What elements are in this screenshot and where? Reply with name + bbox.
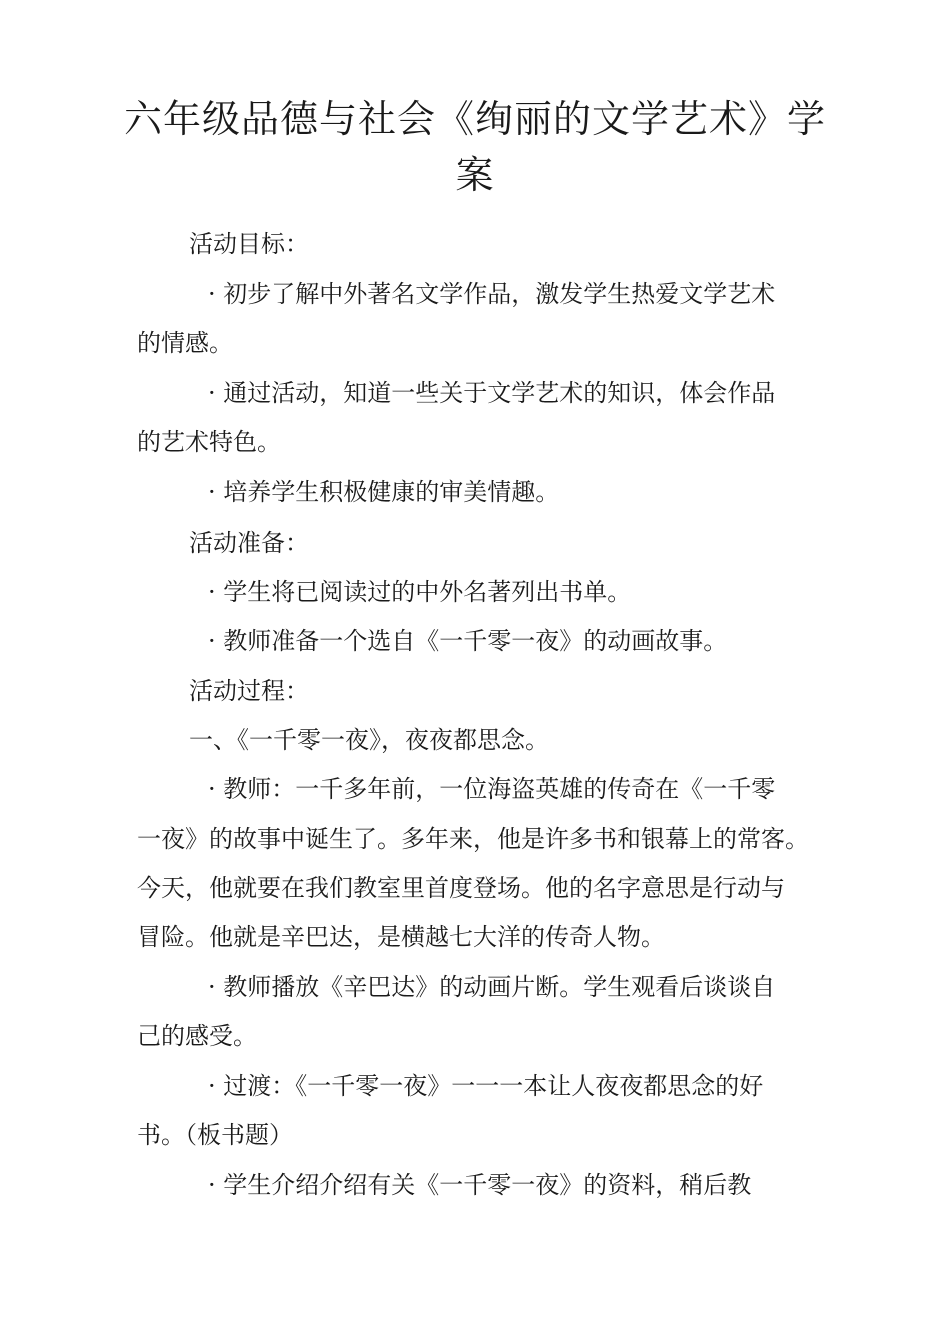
document-title-line-2: 案	[455, 153, 495, 197]
process-item-teacher-intro-cont-3: 冒险。他就是辛巴达，是横越七大洋的传奇人物。	[137, 923, 665, 951]
process-item-transition-cont: 书。（板书题）	[137, 1121, 293, 1149]
prep-item-1: · 学生将已阅读过的中外名著列出书单。	[208, 576, 631, 608]
section-heading-preparation: 活动准备：	[189, 529, 309, 557]
process-item-play-animation-cont: 己的感受。	[137, 1022, 257, 1050]
goal-item-2: · 通过活动，知道一些关于文学艺术的知识，体会作品	[208, 377, 775, 409]
goal-item-3: · 培养学生积极健康的审美情趣。	[208, 476, 559, 508]
goal-item-2-cont: 的艺术特色。	[137, 428, 281, 456]
process-item-teacher-intro-cont-1: 一夜》的故事中诞生了。多年来，他是许多书和银幕上的常客。	[137, 825, 809, 853]
section-heading-process: 活动过程：	[189, 677, 309, 705]
process-item-teacher-intro-cont-2: 今天，他就要在我们教室里首度登场。他的名字意思是行动与	[137, 874, 785, 902]
goal-item-1-cont: 的情感。	[137, 329, 233, 357]
process-item-teacher-intro: · 教师：一千多年前，一位海盗英雄的传奇在《一千零	[208, 773, 775, 805]
prep-item-2: · 教师准备一个选自《一千零一夜》的动画故事。	[208, 625, 727, 657]
process-part-1-heading: 一、《一千零一夜》，夜夜都思念。	[189, 726, 549, 754]
process-item-transition: · 过渡：《一千零一夜》一一一本让人夜夜都思念的好	[208, 1070, 763, 1102]
process-item-student-intro: · 学生介绍介绍有关《一千零一夜》的资料，稍后教	[208, 1169, 751, 1201]
goal-item-1: · 初步了解中外著名文学作品，激发学生热爱文学艺术	[208, 278, 775, 310]
document-title-line-1: 六年级品德与社会《绚丽的文学艺术》学	[123, 97, 826, 141]
section-heading-goals: 活动目标：	[189, 230, 309, 258]
process-item-play-animation: · 教师播放《辛巴达》的动画片断。学生观看后谈谈自	[208, 971, 775, 1003]
